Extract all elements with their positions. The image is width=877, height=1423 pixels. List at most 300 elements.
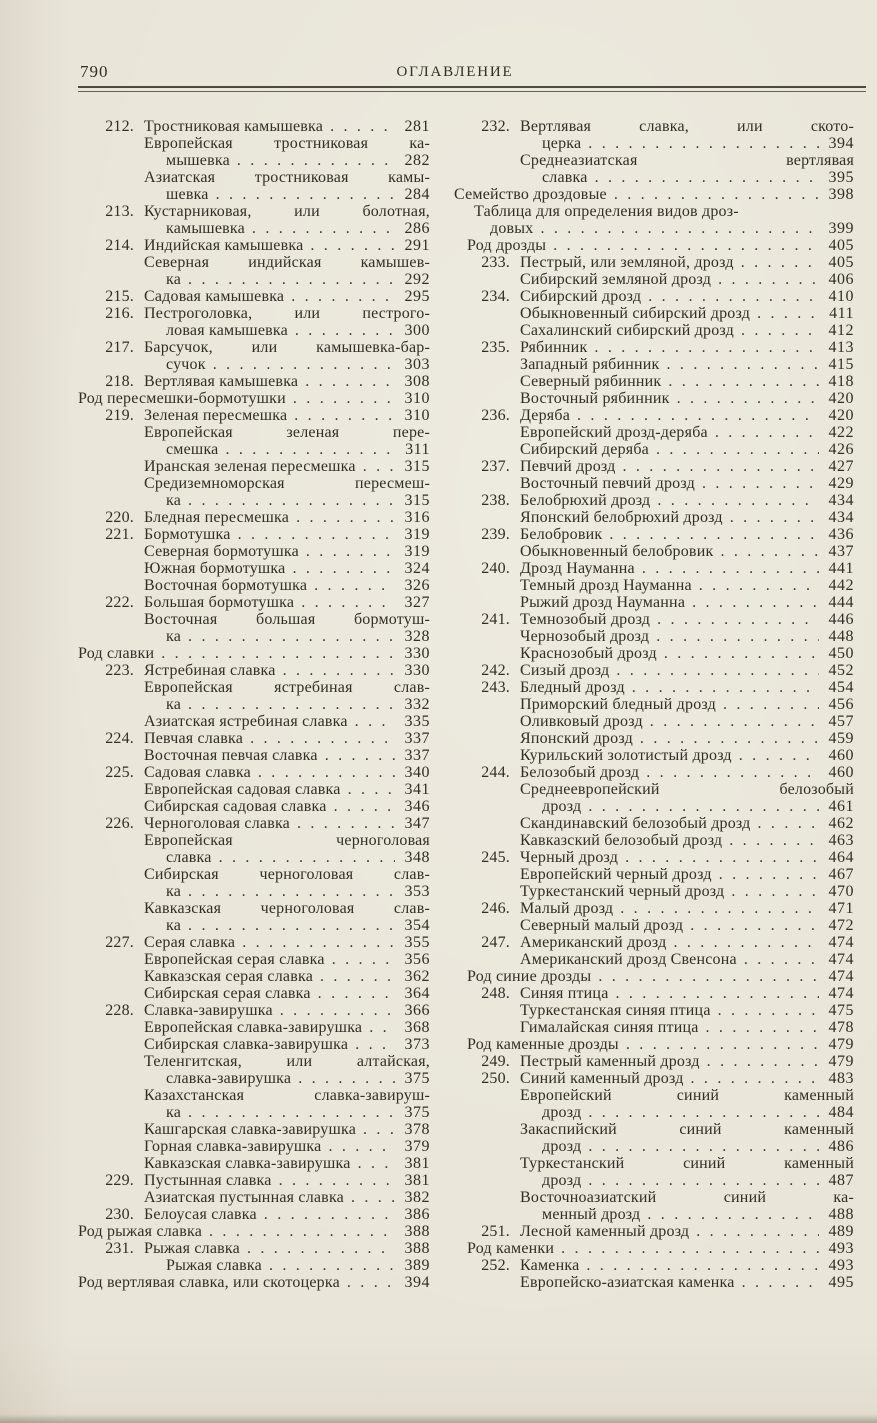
page-number: 483 bbox=[828, 1070, 854, 1087]
entry-body bbox=[542, 135, 854, 152]
page-number: 484 bbox=[828, 1104, 854, 1121]
entry-text: Скандинавский белозобый дрозд bbox=[520, 815, 751, 832]
entry-body bbox=[144, 815, 430, 832]
header-double-rule bbox=[78, 86, 866, 92]
entry-body bbox=[144, 934, 430, 951]
page-number: 434 bbox=[828, 492, 854, 509]
entry-body bbox=[542, 1138, 854, 1155]
page-number: 375 bbox=[404, 1070, 430, 1087]
entry-text: Азиатская ястребиная славка bbox=[144, 713, 348, 730]
toc-entry-line bbox=[454, 662, 854, 679]
entry-number: 220. bbox=[105, 509, 134, 526]
page-number: 394 bbox=[828, 135, 854, 152]
page-number: 464 bbox=[828, 849, 854, 866]
entry-text: Гималайская синяя птица bbox=[520, 1019, 699, 1036]
dot-leader bbox=[588, 798, 819, 815]
toc-column-left bbox=[78, 118, 430, 1291]
page-number: 418 bbox=[828, 373, 854, 390]
entry-text: Европейский дрозд-деряба bbox=[520, 424, 708, 441]
toc-genus-line bbox=[454, 1036, 854, 1053]
entry-body bbox=[144, 968, 430, 985]
toc-line bbox=[454, 594, 854, 611]
entry-number: 245. bbox=[481, 849, 510, 866]
toc-entry-line bbox=[78, 662, 430, 679]
entry-text: Каменка bbox=[520, 1257, 580, 1274]
dot-leader bbox=[719, 866, 819, 883]
dot-leader bbox=[293, 390, 395, 407]
entry-body bbox=[520, 849, 854, 866]
entry-body bbox=[144, 577, 430, 594]
page-number: 422 bbox=[828, 424, 854, 441]
dot-leader bbox=[310, 237, 395, 254]
toc-line bbox=[78, 1019, 430, 1036]
entry-number: 218. bbox=[105, 373, 134, 390]
entry-number: 230. bbox=[105, 1206, 134, 1223]
toc-line bbox=[78, 577, 430, 594]
toc-line bbox=[454, 917, 854, 934]
entry-text: Восточноазиатский синий ка- bbox=[520, 1189, 854, 1206]
entry-body bbox=[520, 458, 854, 475]
dot-leader bbox=[632, 679, 819, 696]
entry-body bbox=[520, 1155, 854, 1172]
page-number: 479 bbox=[828, 1053, 854, 1070]
dot-leader bbox=[264, 1206, 395, 1223]
page-number: 448 bbox=[828, 628, 854, 645]
toc-entry-line bbox=[78, 594, 430, 611]
entry-number: 250. bbox=[481, 1070, 510, 1087]
dot-leader bbox=[561, 1240, 819, 1257]
entry-text: Туркестанский черный дрозд bbox=[520, 883, 725, 900]
entry-text: ловая камышевка bbox=[166, 322, 288, 339]
entry-body bbox=[144, 781, 430, 798]
entry-text: Пестроголовка, или пестрого- bbox=[144, 305, 430, 322]
dot-leader bbox=[706, 1019, 819, 1036]
toc-line bbox=[454, 1172, 854, 1189]
entry-text: менный дрозд bbox=[542, 1206, 641, 1223]
entry-body bbox=[520, 628, 854, 645]
toc-entry-line bbox=[454, 679, 854, 696]
dot-leader bbox=[702, 475, 819, 492]
entry-body bbox=[520, 1087, 854, 1104]
entry-body bbox=[166, 152, 430, 169]
toc-line bbox=[454, 696, 854, 713]
entry-text: Северная бормотушка bbox=[144, 543, 299, 560]
page-number: 375 bbox=[404, 1104, 430, 1121]
page-number: 341 bbox=[404, 781, 430, 798]
entry-body bbox=[520, 254, 854, 271]
entry-body bbox=[144, 458, 430, 475]
entry-number: 214. bbox=[105, 237, 134, 254]
toc-entry-line bbox=[454, 849, 854, 866]
page-number: 292 bbox=[404, 271, 430, 288]
entry-text: Южная бормотушка bbox=[144, 560, 286, 577]
toc-entry-line bbox=[454, 985, 854, 1002]
toc-line bbox=[454, 1189, 854, 1206]
entry-body bbox=[520, 1053, 854, 1070]
dot-leader bbox=[242, 934, 395, 951]
toc-line bbox=[454, 883, 854, 900]
page-number: 282 bbox=[404, 152, 430, 169]
entry-text: дрозд bbox=[542, 798, 582, 815]
dot-leader bbox=[739, 747, 819, 764]
entry-text: славка bbox=[166, 849, 212, 866]
entry-text: Кустарниковая, или болотная, bbox=[144, 203, 430, 220]
entry-body bbox=[520, 645, 854, 662]
entry-body bbox=[520, 356, 854, 373]
page-number: 300 bbox=[404, 322, 430, 339]
toc-line bbox=[454, 322, 854, 339]
entry-number: 237. bbox=[481, 458, 510, 475]
page-number: 460 bbox=[828, 764, 854, 781]
dot-leader bbox=[588, 1172, 819, 1189]
toc-line bbox=[78, 713, 430, 730]
entry-body bbox=[144, 832, 430, 849]
page-number: 489 bbox=[828, 1223, 854, 1240]
entry-number: 229. bbox=[105, 1172, 134, 1189]
page-number: 456 bbox=[828, 696, 854, 713]
toc-line bbox=[78, 832, 430, 849]
dot-leader bbox=[250, 730, 395, 747]
page-number: 346 bbox=[404, 798, 430, 815]
page-number: 319 bbox=[404, 543, 430, 560]
entry-text: Сибирский деряба bbox=[520, 441, 649, 458]
page-number: 441 bbox=[828, 560, 854, 577]
page-number: 459 bbox=[828, 730, 854, 747]
entry-body bbox=[520, 1002, 854, 1019]
dot-leader bbox=[715, 424, 819, 441]
entry-body bbox=[144, 900, 430, 917]
toc-genus-line bbox=[454, 1240, 854, 1257]
entry-number: 216. bbox=[105, 305, 134, 322]
toc-line bbox=[454, 356, 854, 373]
dot-leader bbox=[161, 645, 395, 662]
entry-body bbox=[520, 747, 854, 764]
entry-body bbox=[144, 1036, 430, 1053]
entry-text: Обыкновенный сибирский дрозд bbox=[520, 305, 751, 322]
page-number: 474 bbox=[828, 934, 854, 951]
page-number: 319 bbox=[404, 526, 430, 543]
entry-body bbox=[490, 220, 854, 237]
entry-text: Северный малый дрозд bbox=[520, 917, 684, 934]
toc-line bbox=[78, 560, 430, 577]
entry-text: Обыкновенный белобровик bbox=[520, 543, 714, 560]
entry-text: Сибирская садовая славка bbox=[144, 798, 327, 815]
toc-line bbox=[454, 577, 854, 594]
entry-body bbox=[144, 475, 430, 492]
entry-body bbox=[78, 1223, 430, 1240]
entry-text: Темный дрозд Науманна bbox=[520, 577, 692, 594]
entry-text: Малый дрозд bbox=[520, 900, 614, 917]
entry-text: Серая славка bbox=[144, 934, 236, 951]
entry-text: Сахалинский сибирский дрозд bbox=[520, 322, 734, 339]
page-number: 412 bbox=[828, 322, 854, 339]
entry-number: 226. bbox=[105, 815, 134, 832]
entry-text: Рыжая славка bbox=[144, 1240, 240, 1257]
toc-line bbox=[454, 152, 854, 169]
entry-body bbox=[520, 713, 854, 730]
entry-text: Рыжий дрозд Науманна bbox=[520, 594, 686, 611]
page-number: 381 bbox=[404, 1155, 430, 1172]
toc-line bbox=[78, 543, 430, 560]
toc-genus-line bbox=[454, 186, 854, 203]
entry-body bbox=[520, 526, 854, 543]
page-number: 474 bbox=[828, 985, 854, 1002]
toc-line bbox=[454, 951, 854, 968]
entry-text: Певчая славка bbox=[144, 730, 244, 747]
entry-body bbox=[166, 271, 430, 288]
dot-leader bbox=[640, 730, 819, 747]
page-number: 340 bbox=[404, 764, 430, 781]
entry-text: Европейский черный дрозд bbox=[520, 866, 712, 883]
toc-line bbox=[78, 985, 430, 1002]
toc-entry-line bbox=[454, 764, 854, 781]
page-number: 399 bbox=[828, 220, 854, 237]
entry-body bbox=[144, 135, 430, 152]
entry-text: Бледный дрозд bbox=[520, 679, 625, 696]
toc-line bbox=[78, 135, 430, 152]
page-number: 310 bbox=[404, 407, 430, 424]
toc-line bbox=[454, 832, 854, 849]
toc-line bbox=[454, 390, 854, 407]
toc-entry-line bbox=[78, 203, 430, 220]
entry-body bbox=[520, 832, 854, 849]
page-number: 295 bbox=[404, 288, 430, 305]
toc-line bbox=[454, 373, 854, 390]
toc-line bbox=[78, 849, 430, 866]
entry-text: Иранская зеленая пересмешка bbox=[144, 458, 356, 475]
toc-line bbox=[454, 424, 854, 441]
page-number: 444 bbox=[828, 594, 854, 611]
entry-number: 238. bbox=[481, 492, 510, 509]
entry-body bbox=[474, 203, 854, 220]
toc-genus-line bbox=[454, 968, 854, 985]
toc-line bbox=[78, 917, 430, 934]
toc-entry-line bbox=[78, 815, 430, 832]
page-number: 411 bbox=[829, 305, 854, 322]
toc-line bbox=[454, 1155, 854, 1172]
entry-text: сучок bbox=[166, 356, 206, 373]
dot-leader bbox=[314, 577, 395, 594]
dot-leader bbox=[650, 713, 819, 730]
toc-line bbox=[454, 305, 854, 322]
dot-leader bbox=[280, 1002, 395, 1019]
entry-text: Туркестанский синий каменный bbox=[520, 1155, 854, 1172]
entry-text: Горная славка-завирушка bbox=[144, 1138, 322, 1155]
toc-entry-line bbox=[78, 526, 430, 543]
entry-body bbox=[166, 322, 430, 339]
dot-leader bbox=[219, 849, 395, 866]
folio-page-number: 790 bbox=[80, 62, 109, 81]
toc-line bbox=[454, 169, 854, 186]
page-number: 474 bbox=[828, 968, 854, 985]
entry-text: Славка-завирушка bbox=[144, 1002, 273, 1019]
entry-body bbox=[78, 390, 430, 407]
page-number: 364 bbox=[404, 985, 430, 1002]
entry-number: 252. bbox=[481, 1257, 510, 1274]
toc-entry-line bbox=[454, 492, 854, 509]
entry-text: Европейская зеленая пере- bbox=[144, 424, 430, 441]
dot-leader bbox=[577, 407, 819, 424]
entry-body bbox=[144, 1240, 430, 1257]
entry-body bbox=[144, 509, 430, 526]
entry-text: Европейская тростниковая ка- bbox=[144, 135, 430, 152]
dot-leader bbox=[646, 764, 819, 781]
toc-line bbox=[454, 543, 854, 560]
entry-text: Восточная бормотушка bbox=[144, 577, 308, 594]
entry-body bbox=[144, 951, 430, 968]
dot-leader bbox=[741, 322, 819, 339]
entry-text: славка bbox=[542, 169, 588, 186]
entry-body bbox=[520, 407, 854, 424]
entry-body bbox=[520, 662, 854, 679]
toc-entry-line bbox=[454, 526, 854, 543]
entry-text: Европейско-азиатская каменка bbox=[520, 1274, 735, 1291]
entry-text: Сибирская черноголовая слав- bbox=[144, 866, 430, 883]
entry-text: Род синие дрозды bbox=[467, 968, 592, 985]
entry-body bbox=[144, 1053, 430, 1070]
entry-number: 247. bbox=[481, 934, 510, 951]
dot-leader bbox=[594, 339, 819, 356]
entry-number: 239. bbox=[481, 526, 510, 543]
page-number: 381 bbox=[404, 1172, 430, 1189]
dot-leader bbox=[301, 594, 395, 611]
entry-number: 243. bbox=[481, 679, 510, 696]
entry-body bbox=[467, 1036, 854, 1053]
dot-leader bbox=[673, 934, 819, 951]
dot-leader bbox=[656, 628, 819, 645]
page-number: 405 bbox=[828, 237, 854, 254]
dot-leader bbox=[657, 492, 819, 509]
entry-body bbox=[542, 1172, 854, 1189]
dot-leader bbox=[355, 713, 395, 730]
dot-leader bbox=[325, 747, 395, 764]
entry-body bbox=[166, 492, 430, 509]
entry-number: 235. bbox=[481, 339, 510, 356]
entry-body bbox=[144, 1121, 430, 1138]
dot-leader bbox=[295, 322, 395, 339]
page-number: 353 bbox=[404, 883, 430, 900]
toc-entry-line bbox=[78, 934, 430, 951]
page-number: 493 bbox=[828, 1257, 854, 1274]
entry-text: Пустынная славка bbox=[144, 1172, 272, 1189]
entry-number: 244. bbox=[481, 764, 510, 781]
entry-text: шевка bbox=[166, 186, 209, 203]
dot-leader bbox=[692, 594, 819, 611]
page-number: 460 bbox=[828, 747, 854, 764]
entry-body bbox=[144, 407, 430, 424]
entry-number: 213. bbox=[105, 203, 134, 220]
toc-line bbox=[454, 1206, 854, 1223]
dot-leader bbox=[677, 390, 819, 407]
entry-number: 212. bbox=[105, 118, 134, 135]
dot-leader bbox=[757, 305, 819, 322]
page-number: 446 bbox=[828, 611, 854, 628]
entry-body bbox=[520, 917, 854, 934]
entry-number: 225. bbox=[105, 764, 134, 781]
page-number: 382 bbox=[404, 1189, 430, 1206]
page-number: 437 bbox=[828, 543, 854, 560]
dot-leader bbox=[729, 832, 819, 849]
page-number: 366 bbox=[404, 1002, 430, 1019]
page-number: 388 bbox=[404, 1223, 430, 1240]
entry-text: Барсучок, или камышевка-бар- bbox=[144, 339, 430, 356]
entry-text: Средиземноморская пересмеш- bbox=[144, 475, 430, 492]
entry-body bbox=[78, 645, 430, 662]
page-title: ОГЛАВЛЕНИЕ bbox=[396, 64, 514, 80]
dot-leader bbox=[355, 1036, 395, 1053]
dot-leader bbox=[586, 1257, 819, 1274]
entry-text: Певчий дрозд bbox=[520, 458, 616, 475]
toc-entry-line bbox=[78, 1172, 430, 1189]
entry-text: Белобровик bbox=[520, 526, 603, 543]
toc-entry-line bbox=[454, 611, 854, 628]
entry-body bbox=[520, 1189, 854, 1206]
entry-body bbox=[520, 1070, 854, 1087]
toc-line bbox=[454, 441, 854, 458]
entry-text: Сибирский дрозд bbox=[520, 288, 642, 305]
toc-genus-line bbox=[78, 1274, 430, 1291]
dot-leader bbox=[330, 118, 395, 135]
toc-genus-line bbox=[454, 237, 854, 254]
entry-body bbox=[144, 1087, 430, 1104]
entry-body bbox=[144, 713, 430, 730]
dot-leader bbox=[351, 1189, 395, 1206]
entry-text: Садовая славка bbox=[144, 764, 251, 781]
dot-leader bbox=[616, 662, 819, 679]
entry-text: Азиатская тростниковая камы- bbox=[144, 169, 430, 186]
toc-entry-line bbox=[78, 407, 430, 424]
entry-body bbox=[144, 1138, 430, 1155]
toc-genus-line bbox=[78, 1223, 430, 1240]
entry-text: Бледная пересмешка bbox=[144, 509, 290, 526]
page-number: 311 bbox=[405, 441, 430, 458]
toc-entry-line bbox=[454, 288, 854, 305]
dot-leader bbox=[213, 356, 395, 373]
entry-body bbox=[520, 475, 854, 492]
page-number: 479 bbox=[828, 1036, 854, 1053]
page-number: 427 bbox=[828, 458, 854, 475]
entry-body bbox=[520, 577, 854, 594]
toc-line bbox=[454, 781, 854, 798]
entry-body bbox=[144, 254, 430, 271]
dot-leader bbox=[318, 985, 395, 1002]
toc-entry-line bbox=[454, 1223, 854, 1240]
toc-line bbox=[78, 781, 430, 798]
entry-body bbox=[520, 152, 854, 169]
toc-line bbox=[78, 951, 430, 968]
entry-text: славка-завирушка bbox=[166, 1070, 292, 1087]
page-number: 335 bbox=[404, 713, 430, 730]
entry-body bbox=[520, 305, 854, 322]
dot-leader bbox=[252, 220, 395, 237]
toc-line bbox=[454, 203, 854, 220]
entry-text: дрозд bbox=[542, 1138, 582, 1155]
entry-text: Кавказская черноголовая слав- bbox=[144, 900, 430, 917]
entry-text: Рыжая славка bbox=[166, 1257, 262, 1274]
entry-text: Восточная большая бормотуш- bbox=[144, 611, 430, 628]
entry-body bbox=[520, 934, 854, 951]
toc-line bbox=[454, 1138, 854, 1155]
dot-leader bbox=[363, 458, 395, 475]
entry-text: ка bbox=[166, 492, 182, 509]
entry-number: 232. bbox=[481, 118, 510, 135]
page-number: 429 bbox=[828, 475, 854, 492]
toc-line bbox=[454, 1087, 854, 1104]
entry-body bbox=[144, 1155, 430, 1172]
page-number: 415 bbox=[828, 356, 854, 373]
entry-body bbox=[520, 492, 854, 509]
entry-text: Зеленая пересмешка bbox=[144, 407, 288, 424]
